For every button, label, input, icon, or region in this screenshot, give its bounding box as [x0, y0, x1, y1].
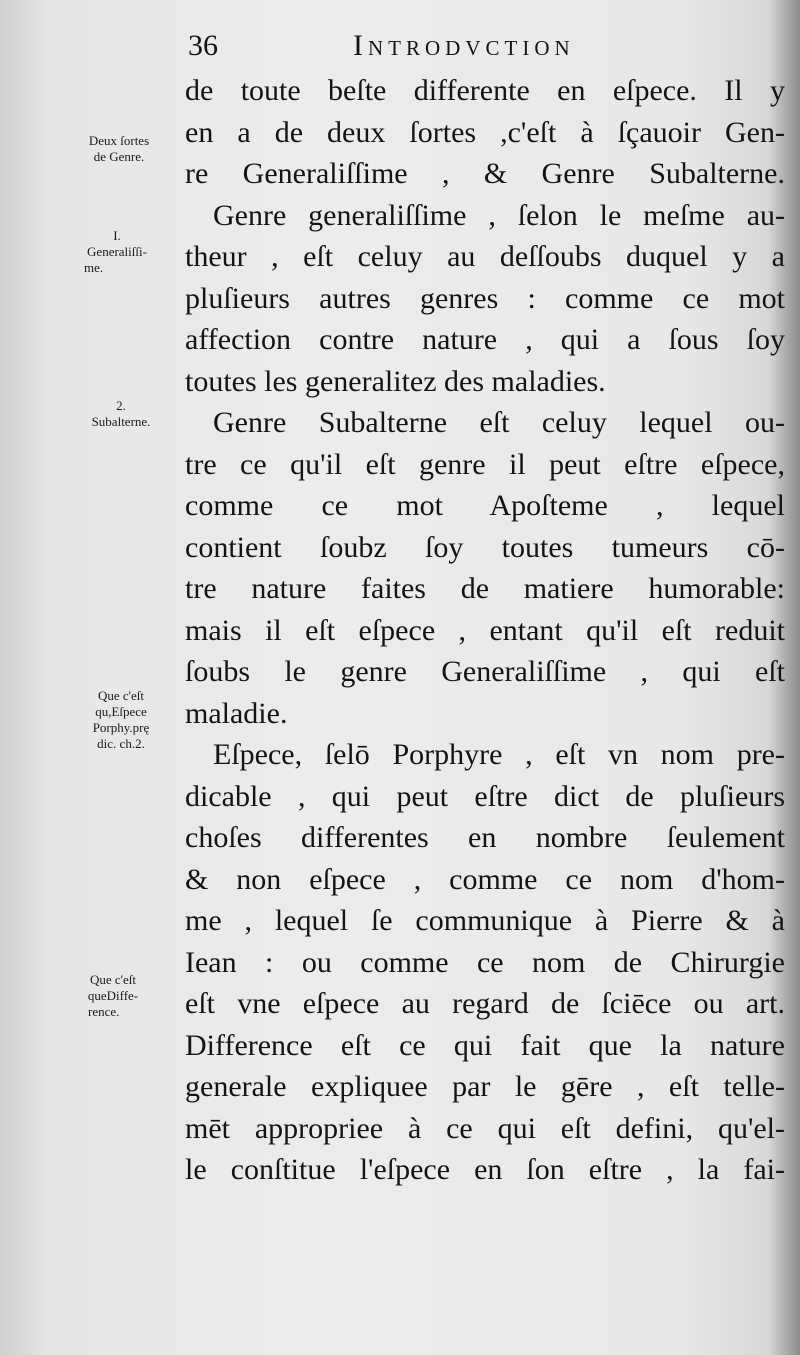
text-line: choſes differentes en nombre ſeulement: [185, 821, 785, 854]
text-line: & non eſpece , comme ce nom d'hom-: [185, 862, 785, 896]
text-line: re Generaliſſime , & Genre Subalterne.: [185, 157, 785, 190]
margin-note-line: qu,Eſpece: [95, 704, 147, 719]
text-line: maladie.: [185, 696, 288, 730]
text-line: de toute beſte differente en eſpece. Il y: [185, 74, 785, 107]
text-line: en a de deux ſortes ,c'eſt à ſçauoir Gen-: [185, 115, 785, 149]
margin-note-line: me.: [84, 260, 104, 275]
running-head: [188, 26, 788, 66]
margin-note-subalterne: [66, 398, 176, 430]
margin-note-line: Generaliſſi-: [87, 244, 147, 259]
text-line: Eſpece, ſelō Porphyre , eſt vn nom pre-: [213, 738, 785, 771]
page-number: 36: [188, 29, 218, 62]
body-text: [185, 70, 785, 1191]
text-line: contient ſoubz ſoy toutes tumeurs cō-: [185, 530, 785, 564]
margin-note-line: 2.: [116, 398, 126, 413]
margin-note-line: dic. ch.2.: [97, 736, 145, 751]
text-line: tre ce qu'il eſt genre il peut eſtre eſpece,: [185, 447, 785, 481]
text-line: generale expliquee par le gēre , eſt telle-: [185, 1070, 785, 1103]
text-line: le conſtitue l'eſpece en ſon eſtre , la fai-: [185, 1153, 785, 1186]
text-line: Genre Subalterne eſt celuy lequel ou-: [213, 406, 785, 439]
text-line: Genre generaliſſime , ſelon le meſme au-: [213, 198, 785, 232]
text-line: ſoubs le genre Generaliſſime , qui eſt: [185, 655, 785, 688]
text-line: Difference eſt ce qui fait que la nature: [185, 1028, 785, 1062]
text-line: pluſieurs autres genres : comme ce mot: [185, 281, 785, 315]
margin-note-line: queDiffe-: [87, 988, 139, 1003]
margin-note-espece: [66, 688, 176, 752]
margin-note-deux-sortes: [64, 133, 174, 165]
margin-note-line: Subalterne.: [91, 414, 151, 429]
text-line: mēt appropriee à ce qui eſt defini, qu'el-: [185, 1111, 785, 1145]
margin-note-line: Que c'eſt: [89, 972, 136, 987]
margin-note-generalissime: [62, 228, 172, 276]
text-line: me , lequel ſe communique à Pierre & à: [185, 904, 785, 937]
text-line: dicable , qui peut eſtre dict de pluſieurs: [185, 779, 785, 813]
text-line: comme ce mot Apoſteme , lequel: [185, 489, 785, 522]
text-line: mais il eſt eſpece , entant qu'il eſt reduit: [185, 613, 785, 647]
text-line: tre nature faites de matiere humorable:: [185, 572, 785, 605]
text-line: toutes les generalitez des maladies.: [185, 364, 606, 398]
text-line: eſt vne eſpece au regard de ſciēce ou art.: [185, 987, 785, 1020]
margin-note-line: Porphy.prę: [92, 720, 150, 735]
text-line: theur , eſt celuy au deſſoubs duquel y a: [185, 240, 785, 273]
text-line: affection contre nature , qui a ſous ſoy: [185, 323, 785, 356]
margin-note-line: I.: [113, 228, 121, 243]
text-line: Iean : ou comme ce nom de Chirurgie: [185, 945, 785, 979]
margin-note-difference: [58, 972, 168, 1020]
margin-note-line: rence.: [88, 1004, 120, 1019]
margin-note-line: Deux ſortes: [88, 133, 150, 148]
margin-note-line: de Genre.: [93, 149, 145, 164]
running-title: Introdvction: [353, 29, 575, 62]
margin-note-line: Que c'eſt: [97, 688, 144, 703]
